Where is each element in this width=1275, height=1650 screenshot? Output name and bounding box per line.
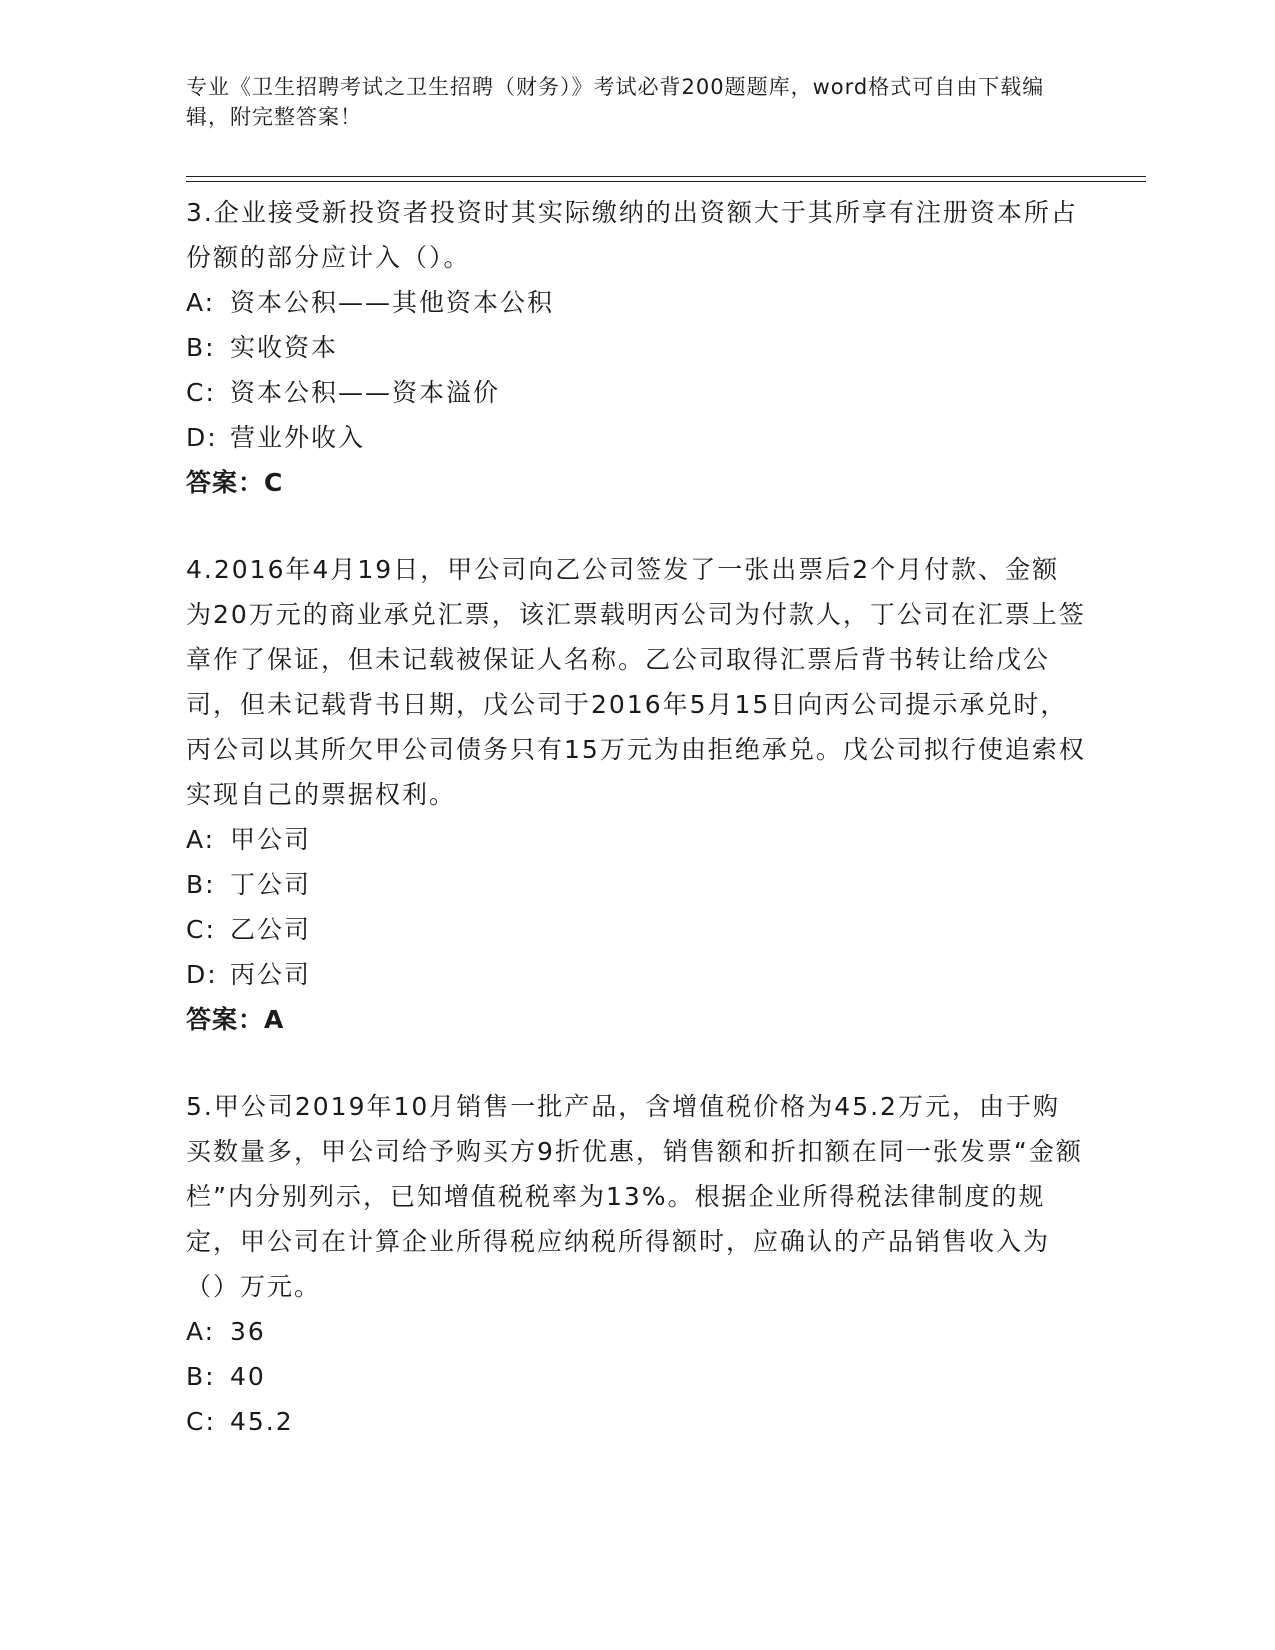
option-d [186,415,1086,460]
option-letter: A: [186,825,216,854]
option-c [186,370,1086,415]
option-letter: B: [186,870,216,899]
option-a [186,280,1086,325]
option-text: 资本公积——资本溢价 [230,378,501,407]
option-text: 36 [230,1317,266,1346]
option-text: 丙公司 [230,960,312,989]
header-rule-top [186,176,1146,177]
option-letter: D: [186,960,218,989]
option-b [186,1354,1086,1399]
option-letter: C: [186,915,216,944]
option-text: 40 [230,1362,266,1391]
option-text: 甲公司 [230,825,312,854]
option-text: 丁公司 [230,870,312,899]
option-letter: B: [186,1362,216,1391]
option-letter: C: [186,1407,216,1436]
header-rule-bottom [186,181,1146,182]
option-letter: C: [186,378,216,407]
option-b [186,862,1086,907]
question-stem: 5.甲公司2019年10月销售一批产品，含增值税价格为45.2万元，由于购买数量多，甲公司给予购买方9折优惠，销售额和折扣额在同一张发票“金额栏”内分别列示，已知增值税税率为13%。根据企业所得税法律制度的规定，甲公司在计算企业所得税应纳税所得额时，应确认的产品销售收入为（）万元。 [186,1092,1083,1301]
document-header: 专业《卫生招聘考试之卫生招聘（财务）》考试必背200题题库，word格式可自由下载编辑，附完整答案！ [186,75,1045,129]
option-text: 乙公司 [230,915,312,944]
question-stem: 4.2016年4月19日，甲公司向乙公司签发了一张出票后2个月付款、金额为20万元的商业承兑汇票，该汇票载明丙公司为付款人，丁公司在汇票上签章作了保证，但未记载被保证人名称。乙公司取得汇票后背书转让给戊公司，但未记载背书日期，戊公司于2016年5月15日向丙公司提示承兑时，丙公司以其所欠甲公司债务只有15万元为由拒绝承兑。戊公司拟行使追索权实现自己的票据权利。 [186,555,1086,809]
question-stem: 3.企业接受新投资者投资时其实际缴纳的出资额大于其所享有注册资本所占份额的部分应计入（）。 [186,198,1078,272]
option-b [186,325,1086,370]
option-text: 资本公积——其他资本公积 [230,288,555,317]
option-letter: B: [186,333,216,362]
option-text: 45.2 [230,1407,294,1436]
option-letter: A: [186,288,216,317]
option-a [186,817,1086,862]
option-c [186,1399,1086,1444]
question-5 [186,1084,1086,1444]
answer-line: 答案：A [186,1005,285,1034]
option-a [186,1309,1086,1354]
answer-line: 答案：C [186,468,284,497]
question-3 [186,190,1086,505]
question-list [186,190,1086,1486]
option-d [186,952,1086,997]
option-letter: A: [186,1317,216,1346]
option-text: 营业外收入 [230,423,366,452]
option-letter: D: [186,423,218,452]
option-c [186,907,1086,952]
question-4 [186,547,1086,1042]
option-text: 实收资本 [230,333,339,362]
